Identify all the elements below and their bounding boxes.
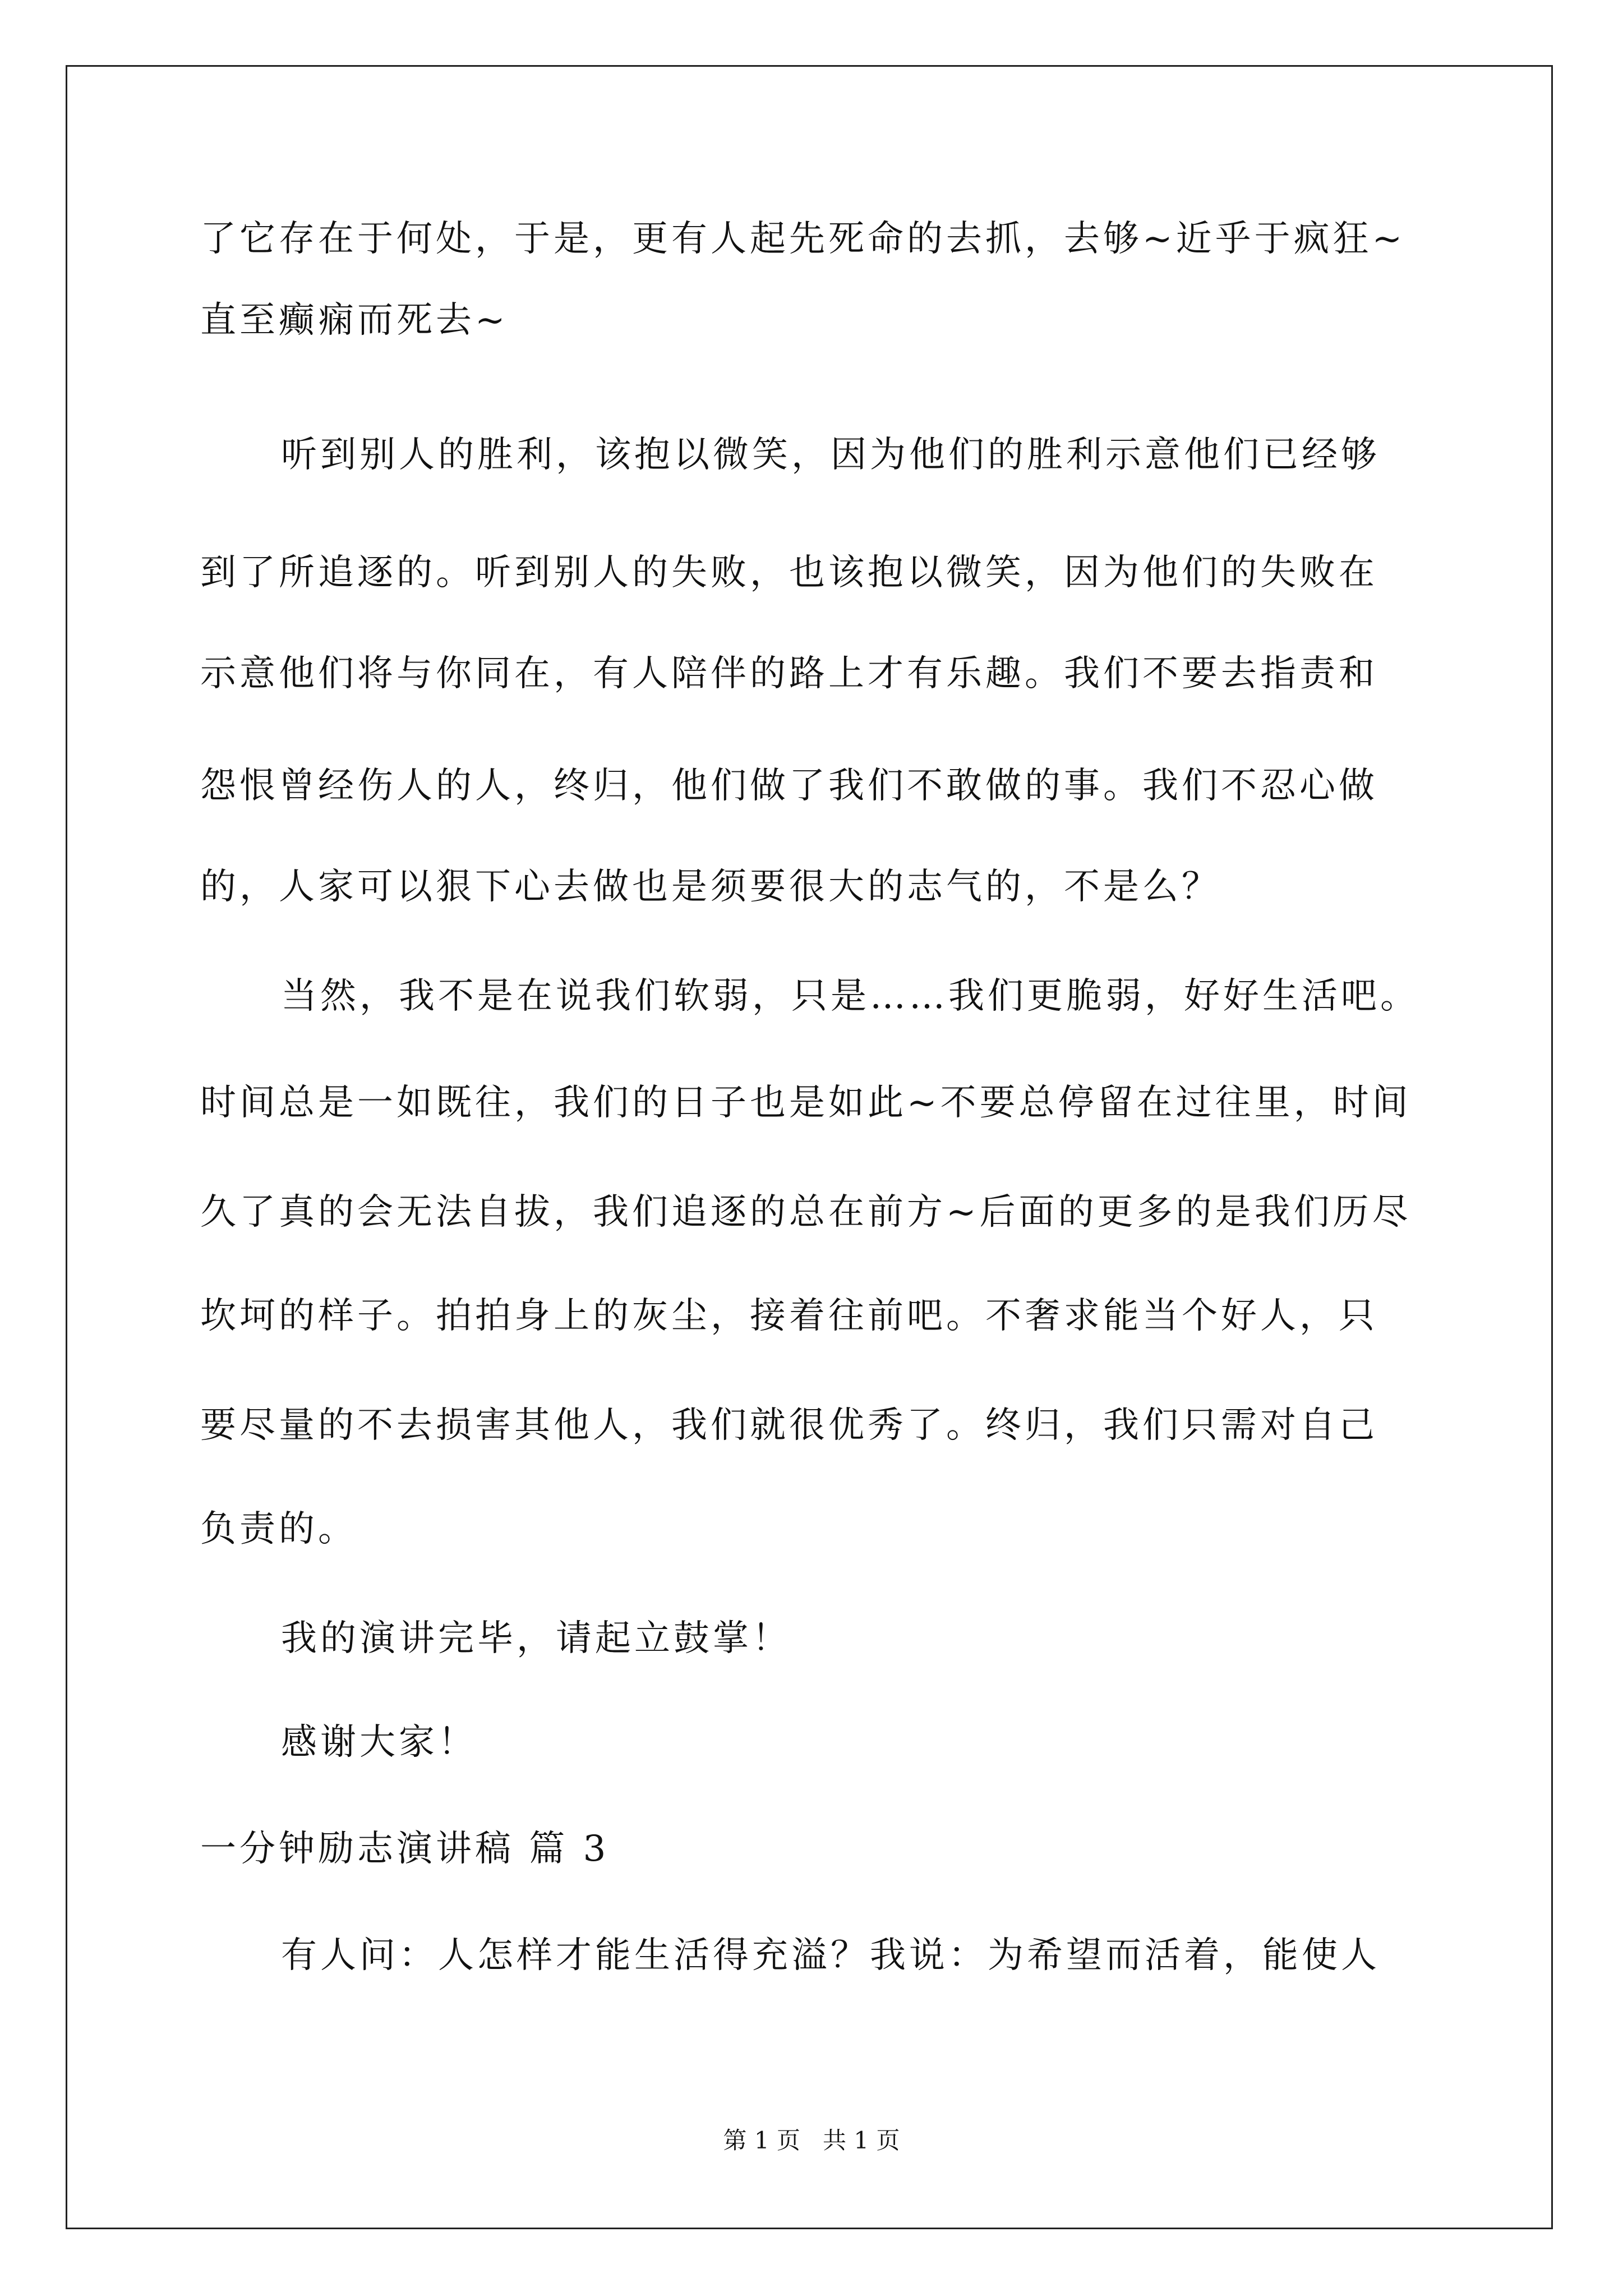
text-line-1: 了它存在于何处，于是，更有人起先死命的去抓，去够~近乎于疯狂~ — [200, 218, 1406, 260]
text-line-10: 久了真的会无法自拔，我们追逐的总在前方~后面的更多的是我们历尽 — [200, 1191, 1412, 1233]
text-line-12: 要尽量的不去损害其他人，我们就很优秀了。终归，我们只需对自己 — [200, 1405, 1378, 1446]
text-line-7: 的，人家可以狠下心去做也是须要很大的志气的，不是么？ — [200, 866, 1221, 908]
paragraph-start-line: 当然，我不是在说我们软弱，只是……我们更脆弱，好好生活吧。 — [281, 976, 1419, 1017]
page-border — [66, 65, 1553, 2229]
text-line-13: 负责的。 — [200, 1508, 357, 1550]
page-number-footer: 第 1 页 共 1 页 — [723, 2127, 900, 2154]
closing-line: 我的演讲完毕，请起立鼓掌！ — [281, 1618, 791, 1659]
text-line-11: 坎坷的样子。拍拍身上的灰尘，接着往前吧。不奢求能当个好人，只 — [200, 1295, 1378, 1337]
text-line-5: 示意他们将与你同在，有人陪伴的路上才有乐趣。我们不要去指责和 — [200, 653, 1378, 694]
text-line-6: 怨恨曾经伤人的人，终归，他们做了我们不敢做的事。我们不忍心做 — [200, 765, 1378, 807]
text-line-4: 到了所追逐的。听到别人的失败，也该抱以微笑，因为他们的失败在 — [200, 552, 1378, 593]
paragraph-start-line: 有人问：人怎样才能生活得充溢？我说：为希望而活着，能使人 — [281, 1935, 1380, 1976]
thanks-line: 感谢大家！ — [281, 1722, 477, 1763]
section-heading: 一分钟励志演讲稿 篇 3 — [200, 1828, 610, 1870]
paragraph-start-line: 听到别人的胜利，该抱以微笑，因为他们的胜利示意他们已经够 — [281, 434, 1380, 476]
text-line-9: 时间总是一如既往，我们的日子也是如此~不要总停留在过往里，时间 — [200, 1082, 1412, 1124]
text-line-2: 直至癫痫而死去~ — [200, 300, 509, 341]
